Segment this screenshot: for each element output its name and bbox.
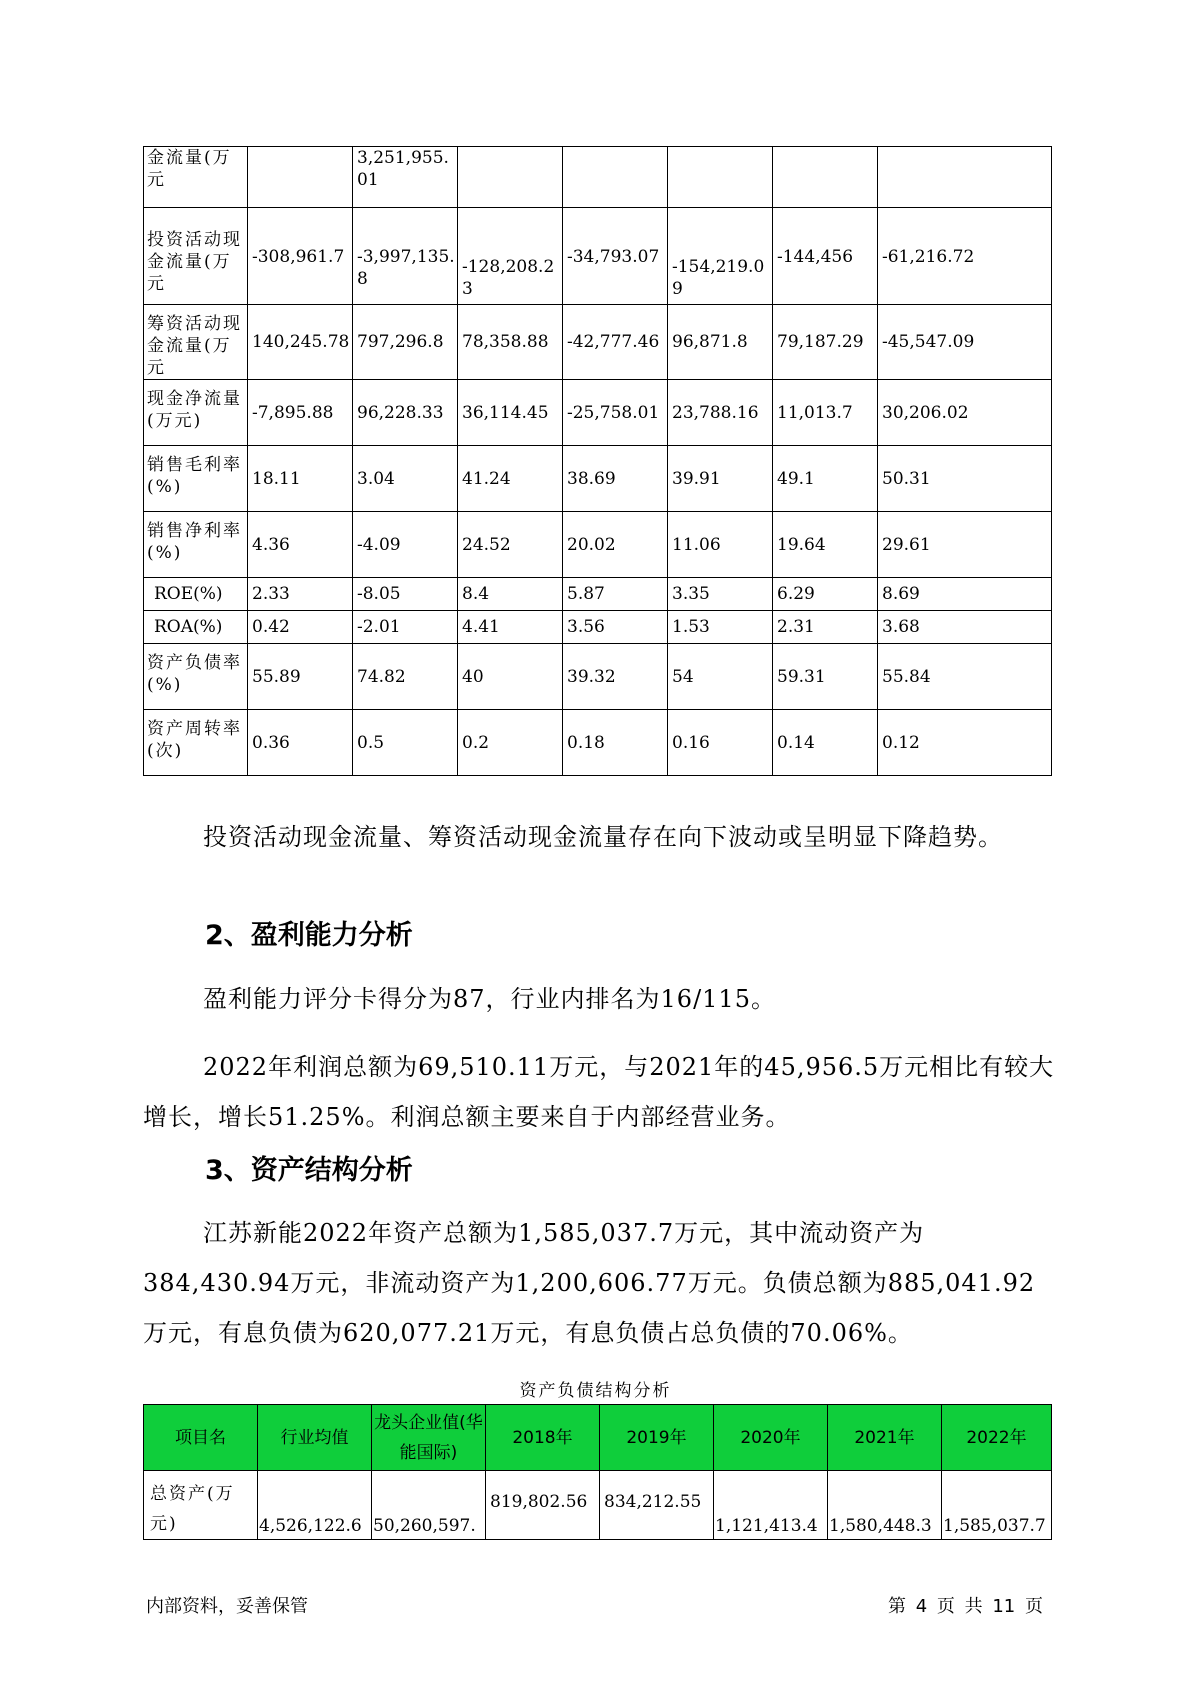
table-row xyxy=(144,147,1052,208)
table-cell xyxy=(773,147,878,208)
page-number: 第 4 页 共 11 页 xyxy=(888,1596,1043,1617)
table-cell: 0.42 xyxy=(248,611,353,644)
table-cell: 8.4 xyxy=(458,578,563,611)
row-label: 总资产(万元) xyxy=(144,1471,258,1540)
table-cell: 0.14 xyxy=(773,710,878,776)
table-row xyxy=(144,380,1052,446)
table-row xyxy=(144,1471,1052,1540)
table-header-row xyxy=(144,1405,1052,1471)
table-cell: 41.24 xyxy=(458,446,563,512)
table-cell: 0.12 xyxy=(878,710,1052,776)
column-header: 2019年 xyxy=(600,1405,714,1471)
column-header: 2021年 xyxy=(828,1405,942,1471)
table-cell: 39.32 xyxy=(563,644,668,710)
row-label: 销售毛利率(%) xyxy=(144,446,248,512)
table-cell: 50,260,597. xyxy=(372,1471,486,1540)
table-cell: 36,114.45 xyxy=(458,380,563,446)
table-cell xyxy=(668,147,773,208)
table-cell: 3.35 xyxy=(668,578,773,611)
table-cell: -25,758.01 xyxy=(563,380,668,446)
table-cell: 3.56 xyxy=(563,611,668,644)
row-label: ROA(%) xyxy=(144,611,248,644)
table-cell: 20.02 xyxy=(563,512,668,578)
table-cell: 49.1 xyxy=(773,446,878,512)
table-cell: 4.41 xyxy=(458,611,563,644)
table-cell: 59.31 xyxy=(773,644,878,710)
asset-structure-table xyxy=(143,1404,1052,1540)
table-cell: 1,121,413.4 xyxy=(714,1471,828,1540)
section-heading: 2、盈利能力分析 xyxy=(205,920,413,951)
table-cell: 78,358.88 xyxy=(458,305,563,380)
row-label: 现金净流量(万元) xyxy=(144,380,248,446)
table-cell: 19.64 xyxy=(773,512,878,578)
table-row xyxy=(144,512,1052,578)
column-header: 2022年 xyxy=(942,1405,1052,1471)
table-row xyxy=(144,208,1052,305)
row-label: 资产负债率(%) xyxy=(144,644,248,710)
table-row xyxy=(144,644,1052,710)
table-cell: 79,187.29 xyxy=(773,305,878,380)
table-row xyxy=(144,305,1052,380)
body-paragraph: 江苏新能2022年资产总额为1,585,037.7万元，其中流动资产为384,430.94万元，非流动资产为1,200,606.77万元。负债总额为885,041.92万元，有息负债为620,077.21万元，有息负债占总负债的70.06%。 xyxy=(143,1219,1036,1347)
table-cell: -144,456 xyxy=(773,208,878,305)
table-cell: 55.84 xyxy=(878,644,1052,710)
table-cell xyxy=(458,147,563,208)
table-cell: 3.68 xyxy=(878,611,1052,644)
body-paragraph: 2022年利润总额为69,510.11万元，与2021年的45,956.5万元相比有较大增长，增长51.25%。利润总额主要来自于内部经营业务。 xyxy=(143,1053,1055,1131)
table-cell: 96,228.33 xyxy=(353,380,458,446)
table-cell: 74.82 xyxy=(353,644,458,710)
table-cell: 819,802.56 xyxy=(486,1471,600,1540)
table-cell: 30,206.02 xyxy=(878,380,1052,446)
table-cell: 4.36 xyxy=(248,512,353,578)
table-cell: -8.05 xyxy=(353,578,458,611)
table-cell: -7,895.88 xyxy=(248,380,353,446)
table-cell: 40 xyxy=(458,644,563,710)
body-paragraph: 投资活动现金流量、筹资活动现金流量存在向下波动或呈明显下降趋势。 xyxy=(203,823,1003,851)
table-cell: 54 xyxy=(668,644,773,710)
table-cell: 8.69 xyxy=(878,578,1052,611)
row-label: 投资活动现金流量(万元 xyxy=(144,208,248,305)
table-cell xyxy=(563,147,668,208)
table-cell: 23,788.16 xyxy=(668,380,773,446)
table-row xyxy=(144,710,1052,776)
table-cell: 1,580,448.3 xyxy=(828,1471,942,1540)
table-caption: 资产负债结构分析 xyxy=(519,1381,672,1401)
table-cell: 2.31 xyxy=(773,611,878,644)
table-row xyxy=(144,611,1052,644)
row-label: 筹资活动现金流量(万元 xyxy=(144,305,248,380)
table-cell: 5.87 xyxy=(563,578,668,611)
financial-indicators-table xyxy=(143,146,1052,776)
table-cell: 38.69 xyxy=(563,446,668,512)
table-cell: 96,871.8 xyxy=(668,305,773,380)
table-cell: 2.33 xyxy=(248,578,353,611)
footer-confidential-note: 内部资料，妥善保管 xyxy=(146,1596,308,1617)
row-label: ROE(%) xyxy=(144,578,248,611)
table-row xyxy=(144,578,1052,611)
table-cell: -2.01 xyxy=(353,611,458,644)
column-header: 行业均值 xyxy=(258,1405,372,1471)
table-cell: -154,219.09 xyxy=(668,208,773,305)
column-header: 项目名 xyxy=(144,1405,258,1471)
table-cell: -128,208.23 xyxy=(458,208,563,305)
table-cell: 0.16 xyxy=(668,710,773,776)
table-cell: -308,961.7 xyxy=(248,208,353,305)
table-cell: 1,585,037.7 xyxy=(942,1471,1052,1540)
table-cell: 29.61 xyxy=(878,512,1052,578)
table-cell xyxy=(878,147,1052,208)
body-paragraph: 盈利能力评分卡得分为87，行业内排名为16/115。 xyxy=(203,985,776,1013)
column-header: 龙头企业值(华能国际) xyxy=(372,1405,486,1471)
table-cell: 24.52 xyxy=(458,512,563,578)
table-cell: 3.04 xyxy=(353,446,458,512)
table-cell: 39.91 xyxy=(668,446,773,512)
table-cell: 11.06 xyxy=(668,512,773,578)
table-cell: 834,212.55 xyxy=(600,1471,714,1540)
table-cell: -45,547.09 xyxy=(878,305,1052,380)
table-row xyxy=(144,446,1052,512)
table-cell: 1.53 xyxy=(668,611,773,644)
table-cell: 0.18 xyxy=(563,710,668,776)
row-label: 金流量(万元 xyxy=(144,147,248,208)
table-cell: 3,251,955.01 xyxy=(353,147,458,208)
table-cell: 0.5 xyxy=(353,710,458,776)
row-label: 销售净利率(%) xyxy=(144,512,248,578)
table-cell: 6.29 xyxy=(773,578,878,611)
table-cell: 0.2 xyxy=(458,710,563,776)
table-cell xyxy=(248,147,353,208)
table-cell: -61,216.72 xyxy=(878,208,1052,305)
table-cell: -3,997,135.8 xyxy=(353,208,458,305)
column-header: 2018年 xyxy=(486,1405,600,1471)
table-cell: 140,245.78 xyxy=(248,305,353,380)
table-cell: 55.89 xyxy=(248,644,353,710)
table-cell: 18.11 xyxy=(248,446,353,512)
table-cell: -34,793.07 xyxy=(563,208,668,305)
table-cell: 11,013.7 xyxy=(773,380,878,446)
section-heading: 3、资产结构分析 xyxy=(205,1155,413,1186)
table-cell: -42,777.46 xyxy=(563,305,668,380)
column-header: 2020年 xyxy=(714,1405,828,1471)
table-cell: 797,296.8 xyxy=(353,305,458,380)
table-cell: 4,526,122.6 xyxy=(258,1471,372,1540)
table-cell: -4.09 xyxy=(353,512,458,578)
table-cell: 50.31 xyxy=(878,446,1052,512)
table-cell: 0.36 xyxy=(248,710,353,776)
row-label: 资产周转率(次) xyxy=(144,710,248,776)
